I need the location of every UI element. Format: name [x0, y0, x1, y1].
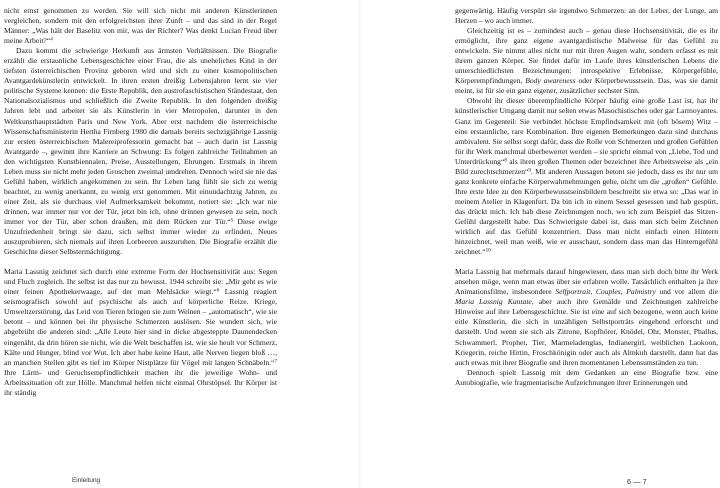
- footnote-ref: 5: [230, 217, 234, 224]
- paragraph: Maria Lassnig zeichnet sich durch eine extreme Form der Hochsensitivität aus: Segen und Fluch zugleich. Ihr selbst ist das nur zu bewusst. 1944 schreibt sie: „Mir geht es wie einer feinen Apothekerwaage, auf der man Mehlsäcke wiegt.“$^6$ Lassnig reagiert seismografisch sowohl auf psychische als auch auf körperliche Reize. Kriege, Umweltzerstörung, das Leid von Tieren bringen sie zum Weinen – „automatisch“, wie sie betont – und können bei ihr physische Schmerzen auslösen. Sie wundert sich, wie abgebrüht die anderen sind: „Alle Leute hier sind in dicke abgesteppte Daunendecken eingenäht, da drin hören sie nicht, wie die Welt beschaffen ist, wie sie heult vor Schmerz, Kälte und Hunger, blind vor Wut. Ich aber habe keine Haut, alle Nerven liegen bloß …, an manchen Stellen gibt es tief im Körper Nistplätze für Vögel mit langen Schnäbeln.“$^7$ Ihre Lärm- und Geruchsempfindlichkeit machen ihr die jeweilige Wohn- und Arbeitssituation oft zur Hölle. Manchmal helfen nicht einmal Ohrstöpsel. Ihr Körper ist ihr ständig: [4, 267, 277, 397]
- right-page-text: [455, 6, 718, 388]
- paragraph: Maria Lassnig hat mehrmals darauf hingewiesen, dass man sich doch bitte ihr Werk ansehen möge, wenn man etwas über sie erfahren wolle. Tatsächlich enthalten ja ihre Animationsfilme, insbesondere Selfportrait, Couples, Palmistry und vor allem die Maria Lassnig Kantate, aber auch ihre Gemälde und Zeichnungen zahlreiche Hinweise auf ihre Lebensgeschichte. Sie ist eine auf sich bezogene, wenn auch keine eitle Künstlerin, die sich in unzähligen Selbstporträts eingehend erforscht und darstellt. Und wenn sie sich als Zitrone, Kopfhörer, Knödel, Ohr, Monster, Phallus, Schwammerl, Prophet, Tier, Marmeladenglas, Indianergirl, weiblichen Laokoon, Kriegerin, reiche Hirtin, Froschkönigin oder auch als Almkuh darstellt, dann hat das auch etwas mit ihrer Biografie und ihren momentanen Lebensumständen zu tun.: [455, 267, 718, 367]
- paragraph: gegenwärtig. Häufig verspürt sie irgendwo Schmerzen: an der Leber, der Lunge, am Herzen – wo auch immer.: [455, 6, 718, 26]
- paragraph: Dennoch spielt Lassnig mit dem Gedanken an eine Biografie bzw. eine Autobiografie, wie fragmentarische Aufzeichnungen ihrer Erinnerungen und: [455, 367, 718, 387]
- paragraph: nicht ernst genommen zu werden. Sie will sich nicht mit anderen Künstlerinnen vergleichen, sondern mit den erfolgreichsten ihrer Zunft – und das sind in der Regel Männer: „Was hält der Baselitz von mir, was der Richter? Was denkt Lucian Freud über meine Arbeit?“$^4$: [4, 6, 277, 46]
- page-numbers: 6 — 7: [627, 477, 647, 486]
- paragraph-gap: [455, 257, 718, 267]
- paragraph: Dazu kommt die schwierige Herkunft aus ärmsten Verhältnissen. Die Biografie erzählt die erstaunliche Lebensgeschichte einer Frau, die als uneheliches Kind in der tiefsten österreichischen Provinz geboren wird und sich zu einer kosmopolitischen Avantgardekünstlerin entwickelt. In ihren ersten dreißig Lebensjahren lernt sie vier politische Systeme kennen: die Erste Republik, den austrofaschistischen Ständestaat, den Nationalsozialismus und schließlich die Zweite Republik. In den folgenden dreißig Jahren lebt und arbeitet sie als Künstlerin in vier Metropolen, darunter in den Weltkunsthauptstädten Paris und New York. Aber erst nachdem die österreichische Wissenschaftsministerin Hertha Firnberg 1980 die damals bereits sechzigjährige Lassnig zur ersten österreichischen Malereiprofessorin gemacht hat – auch darin ist Lassnig Avantgarde –, gewinnt ihre Karriere an Schwung: Es folgen zahlreiche Teilnahmen an den wichtigsten Kunstbiennalen, Preise, Ausstellungen, Ehrungen. Erstmals in ihrem Leben muss sie nicht mehr jeden Groschen zweimal umdrehen. Dennoch wird sie nie das Gefühl haben, wirklich angekommen zu sein. Ihr Leben lang fühlt sie sich zu wenig beachtet, zu wenig anerkannt, zu wenig erst genommen. Mit einundachtzig Jahren, zu einer Zeit, als sie durchaus viel Aufmerksamkeit bekommt, notiert sie: „Ich war nie drinnen, war immer nur vor der Tür, jetzt bin ich, ohne drinnen gewesen zu sein, noch immer vor der Tür, aber schon draußen, mit dem Rücken zur Tür.“$^5$ Diese ewige Unzufriedenheit bringt sie dazu, sich selbst immer wieder zu erfinden, Neues auszuprobieren, sich niemals auf ihren Lorbeeren auszuruhen. Die Biografie erzählt die Geschichte dieser Selbstermächtigung.: [4, 46, 277, 257]
- paragraph: Gleichzeitig ist es – zumindest auch – genau diese Hochsensitivität, die es ihr ermöglicht, ihre ganz eigene avantgardistische Malweise für das Gefühl zu entwickeln. Sie nimmt alles nicht nur mit ihren Augen wahr, sondern erfasst es mit ihrem ganzen Körper. Sie findet dafür im Laufe ihres künstlerischen Lebens die unterschiedlichsten Bezeichnungen: introspektive Erlebnisse, Körpergefühle, Körperempfindungen, Body awareness oder Körperbewusstsein. Das, was sie damit meint, ist für sie ein ganz eigener, zusätzlicher sechster Sinn.: [455, 26, 718, 96]
- footnote-ref: 9: [528, 167, 532, 174]
- running-footer-section: Einleitung: [72, 477, 101, 484]
- footnote-ref: 8: [504, 157, 507, 164]
- footnote-ref: 6: [216, 287, 220, 294]
- paragraph: Obwohl ihr dieser überempfindliche Körper häufig eine große Last ist, hat ihr künstlerischer Umgang damit nur selten etwas Masochistisches oder gar Larmoyantes. Ganz im Gegenteil: Sie verbindet höchste Empfindsamkeit mit (oft bösem) Witz – eine erstaunliche, rare Kombination. Ihre eigenen Bemerkungen dazu sind durchaus ambivalent. Sie selbst sorgt dafür, dass die Rolle von Schmerzen und großen Gefühlen für ihr Werk manchmal überbewertet werden – sie spricht einmal von „Liebe, Tod und Unterdrückung“$^8$ als ihren großen Themen oder bezeichnet ihre Arbeitsweise als „ein Bild zurechtschmerzen“$^9$. Mit anderen Aussagen betont sie jedoch, dass es ihr nur um ganz konkrete einfache Körperwahrnehmungen gehe, nicht um die „großen“ Gefühle. Ihre erste Idee zu den Körperbewusstseinsbildern beschreibt sie etwa so: „Das war in meinem Atelier in Klagenfurt. Da bin ich in einem Sessel gesessen und hab gespürt, das drückt mich. Ich hab diese Zeichnungen noch, wo ich zum Beispiel das Sitzen-Gefühl dargestellt habe. Das Schwierigste dabei ist, dass man sich beim Zeichnen wirklich auf das Gefühl konzentriert. Dass man nicht einfach einen Hintern hinzeichnet, weil man weiß, wie er ausschaut, sondern dass man das Hinterngefühl zeichnet.“$^{10}$: [455, 96, 718, 257]
- footnote-ref: 4: [50, 36, 53, 43]
- left-page-text: [4, 6, 277, 398]
- footnote-ref: 7: [274, 358, 277, 365]
- footnote-ref: 10: [485, 247, 491, 254]
- paragraph-gap: [4, 257, 277, 267]
